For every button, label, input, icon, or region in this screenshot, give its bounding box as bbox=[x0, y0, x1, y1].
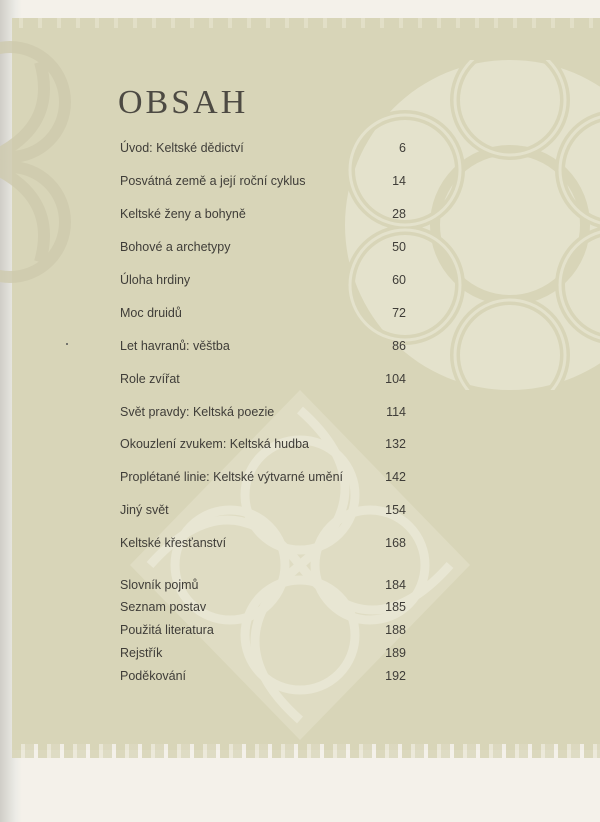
toc-entry[interactable] bbox=[120, 503, 406, 523]
appendix-entry-label: Použitá literatura bbox=[120, 623, 214, 637]
toc-entry[interactable] bbox=[120, 437, 406, 457]
toc-entry-label: Jiný svět bbox=[120, 503, 169, 517]
toc-entry[interactable] bbox=[120, 207, 406, 227]
toc-entry-label: Bohové a archetypy bbox=[120, 240, 231, 254]
appendix-entry-label: Seznam postav bbox=[120, 600, 207, 614]
toc-entry[interactable] bbox=[120, 372, 406, 392]
celtic-corner-knot bbox=[0, 22, 120, 302]
toc-entry-label: Úvod: Keltské dědictví bbox=[120, 141, 244, 155]
toc-entry-page: 114 bbox=[386, 405, 406, 419]
toc-entry-page: 14 bbox=[392, 174, 406, 188]
appendix-entry[interactable] bbox=[120, 578, 406, 598]
toc-entry-label: Úloha hrdiny bbox=[120, 273, 191, 287]
appendix-entry[interactable] bbox=[120, 646, 406, 666]
page-title: OBSAH bbox=[118, 84, 249, 121]
appendix-entry-page: 192 bbox=[385, 669, 406, 683]
toc-entry-page: 60 bbox=[392, 273, 406, 287]
appendix-entry-label: Slovník pojmů bbox=[120, 578, 199, 592]
toc-entry[interactable] bbox=[120, 240, 406, 260]
toc-entry-page: 168 bbox=[385, 536, 406, 550]
appendix-entry[interactable] bbox=[120, 623, 406, 643]
toc-entry[interactable] bbox=[120, 273, 406, 293]
toc-entry[interactable] bbox=[120, 141, 406, 161]
toc-entry-page: 86 bbox=[392, 339, 406, 353]
appendix-entry-label: Poděkování bbox=[120, 669, 187, 683]
appendix-entry[interactable] bbox=[120, 600, 406, 620]
toc-entry-label: Posvátná země a její roční cyklus bbox=[120, 174, 306, 188]
toc-entry[interactable] bbox=[120, 536, 406, 556]
toc-entry[interactable] bbox=[120, 306, 406, 326]
toc-entry-page: 72 bbox=[392, 306, 406, 320]
appendix-entry-page: 188 bbox=[385, 623, 406, 637]
toc-entry-label: Proplétané linie: Keltské výtvarné umění bbox=[120, 470, 344, 484]
toc-entry-page: 104 bbox=[385, 372, 406, 386]
toc-entry-label: Svět pravdy: Keltská poezie bbox=[120, 405, 275, 419]
toc-entry[interactable] bbox=[120, 405, 406, 425]
toc-entry-page: 6 bbox=[399, 141, 406, 155]
appendix-entry-label: Rejstřík bbox=[120, 646, 163, 660]
appendix-entry-page: 185 bbox=[385, 600, 406, 614]
panel-bottom-edge bbox=[12, 744, 600, 758]
toc-entry-page: 28 bbox=[392, 207, 406, 221]
toc-entry[interactable] bbox=[120, 174, 406, 194]
appendix-entry[interactable] bbox=[120, 669, 406, 689]
stray-dot bbox=[66, 343, 68, 345]
toc-entry-page: 142 bbox=[385, 470, 406, 484]
toc-entry-page: 154 bbox=[385, 503, 406, 517]
appendix-entry-page: 189 bbox=[385, 646, 406, 660]
toc-entry-label: Keltské ženy a bohyně bbox=[120, 207, 246, 221]
toc-entry-page: 132 bbox=[385, 437, 406, 451]
toc-entry[interactable] bbox=[120, 339, 406, 359]
toc-entry-label: Moc druidů bbox=[120, 306, 182, 320]
toc-entry-label: Okouzlení zvukem: Keltská hudba bbox=[120, 437, 309, 451]
toc-entry-label: Let havranů: věštba bbox=[120, 339, 230, 353]
toc-entry-label: Keltské křesťanství bbox=[120, 536, 227, 550]
appendix-entry-page: 184 bbox=[385, 578, 406, 592]
toc-entry-label: Role zvířat bbox=[120, 372, 180, 386]
toc-entry[interactable] bbox=[120, 470, 406, 490]
toc-entry-page: 50 bbox=[392, 240, 406, 254]
